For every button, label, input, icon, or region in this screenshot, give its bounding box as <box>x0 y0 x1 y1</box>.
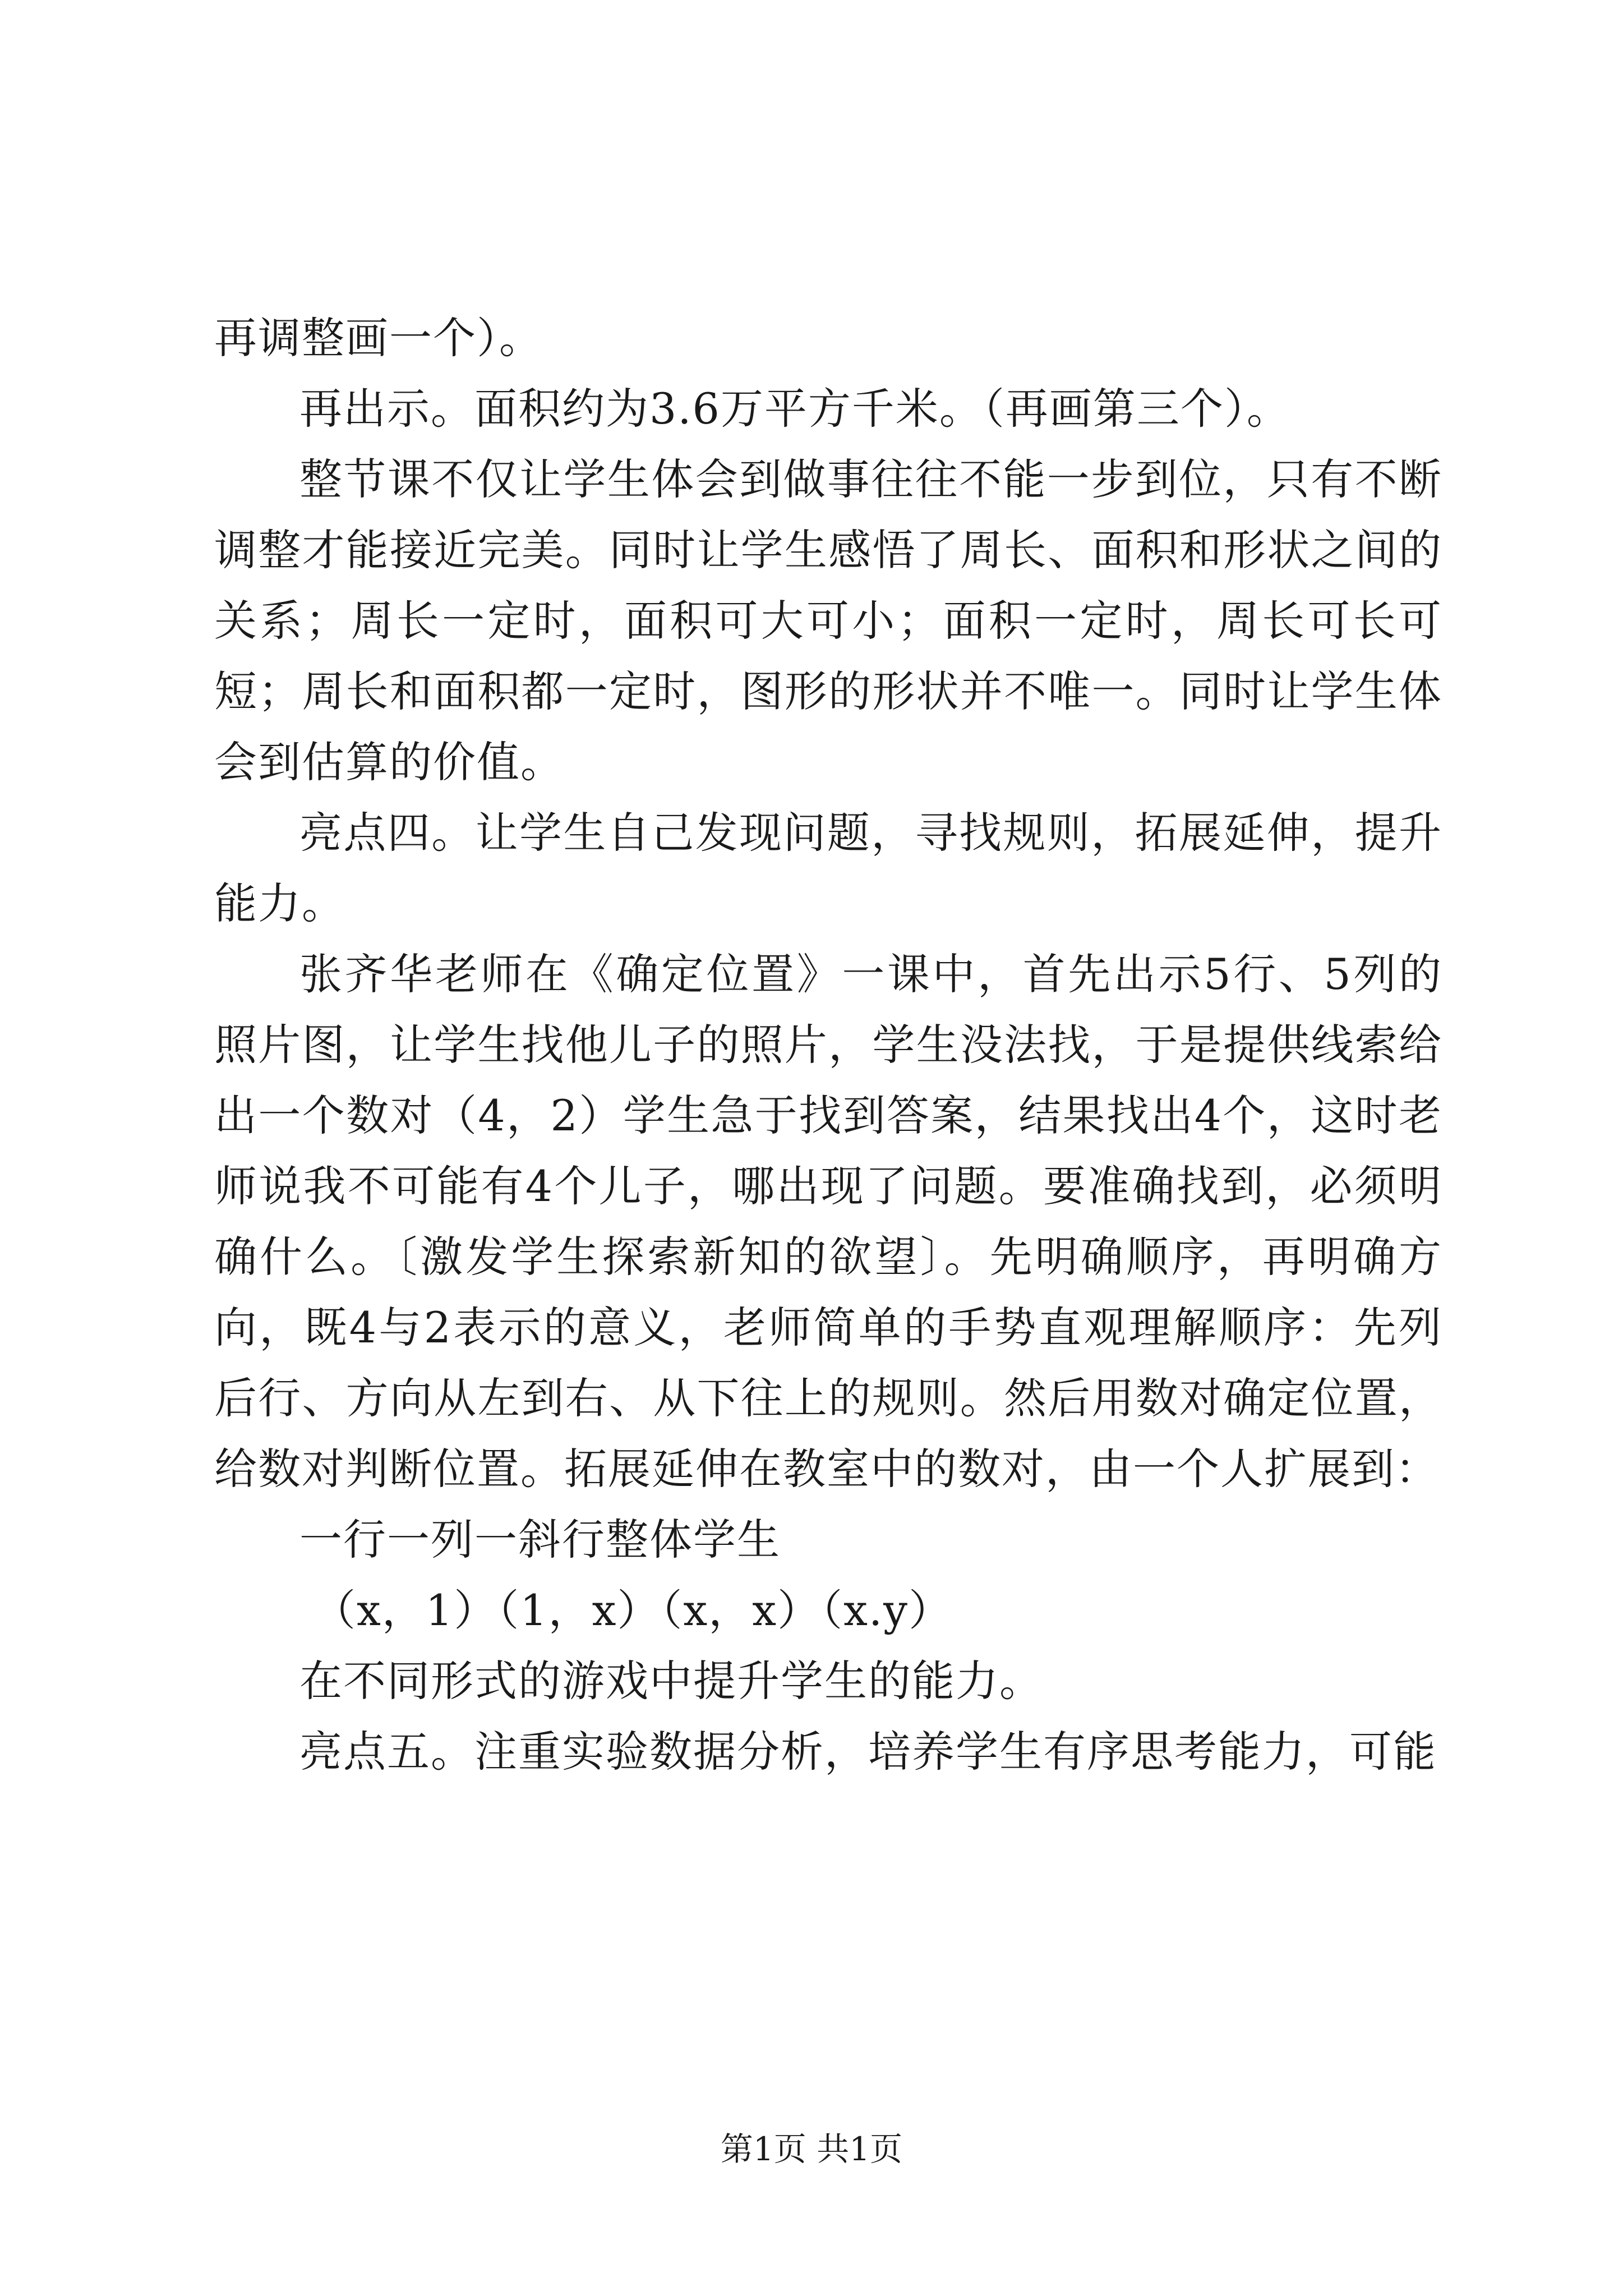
paragraph-5: 张齐华老师在《确定位置》一课中，首先出示5行、5列的照片图，让学生找他儿子的照片，学生没法找，于是提供线索给出一个数对（4，2）学生急于找到答案，结果找出4个，这时老师说我不可能有4个儿子，哪出现了问题。要准确找到，必须明确什么。〔激发学生探索新知的欲望〕。先明确顺序，再明确方向，既4与2表示的意义，老师简单的手势直观理解顺序：先列后行、方向从左到右、从下往上的规则。然后用数对确定位置，给数对判断位置。拓展延伸在教室中的数对，由一个人扩展到： <box>214 949 1442 1494</box>
paragraph-7: （x，1）（1，x）（x，x）（x.y） <box>313 1585 953 1635</box>
paragraph-1: 再调整画一个）。 <box>214 313 543 363</box>
document-body <box>214 303 1442 1787</box>
paragraph-9: 亮点五。注重实验数据分析，培养学生有序思考能力，可能 <box>299 1727 1437 1777</box>
page-footer <box>0 2129 1623 2169</box>
page-number-label: 第1页 共1页 <box>720 2130 903 2168</box>
paragraph-6: 一行一列一斜行整体学生 <box>299 1515 781 1565</box>
paragraph-4: 亮点四。让学生自己发现问题，寻找规则，拓展延伸，提升能力。 <box>214 808 1442 928</box>
paragraph-3: 整节课不仅让学生体会到做事往往不能一步到位，只有不断调整才能接近完美。同时让学生感悟了周长、面积和形状之间的关系；周长一定时，面积可大可小；面积一定时，周长可长可短；周长和面积都一定时，图形的形状并不唯一。同时让学生体会到估算的价值。 <box>214 454 1442 787</box>
paragraph-2: 再出示。面积约为3.6万平方千米。（再画第三个）。 <box>299 384 1290 434</box>
paragraph-8: 在不同形式的游戏中提升学生的能力。 <box>299 1656 1043 1706</box>
